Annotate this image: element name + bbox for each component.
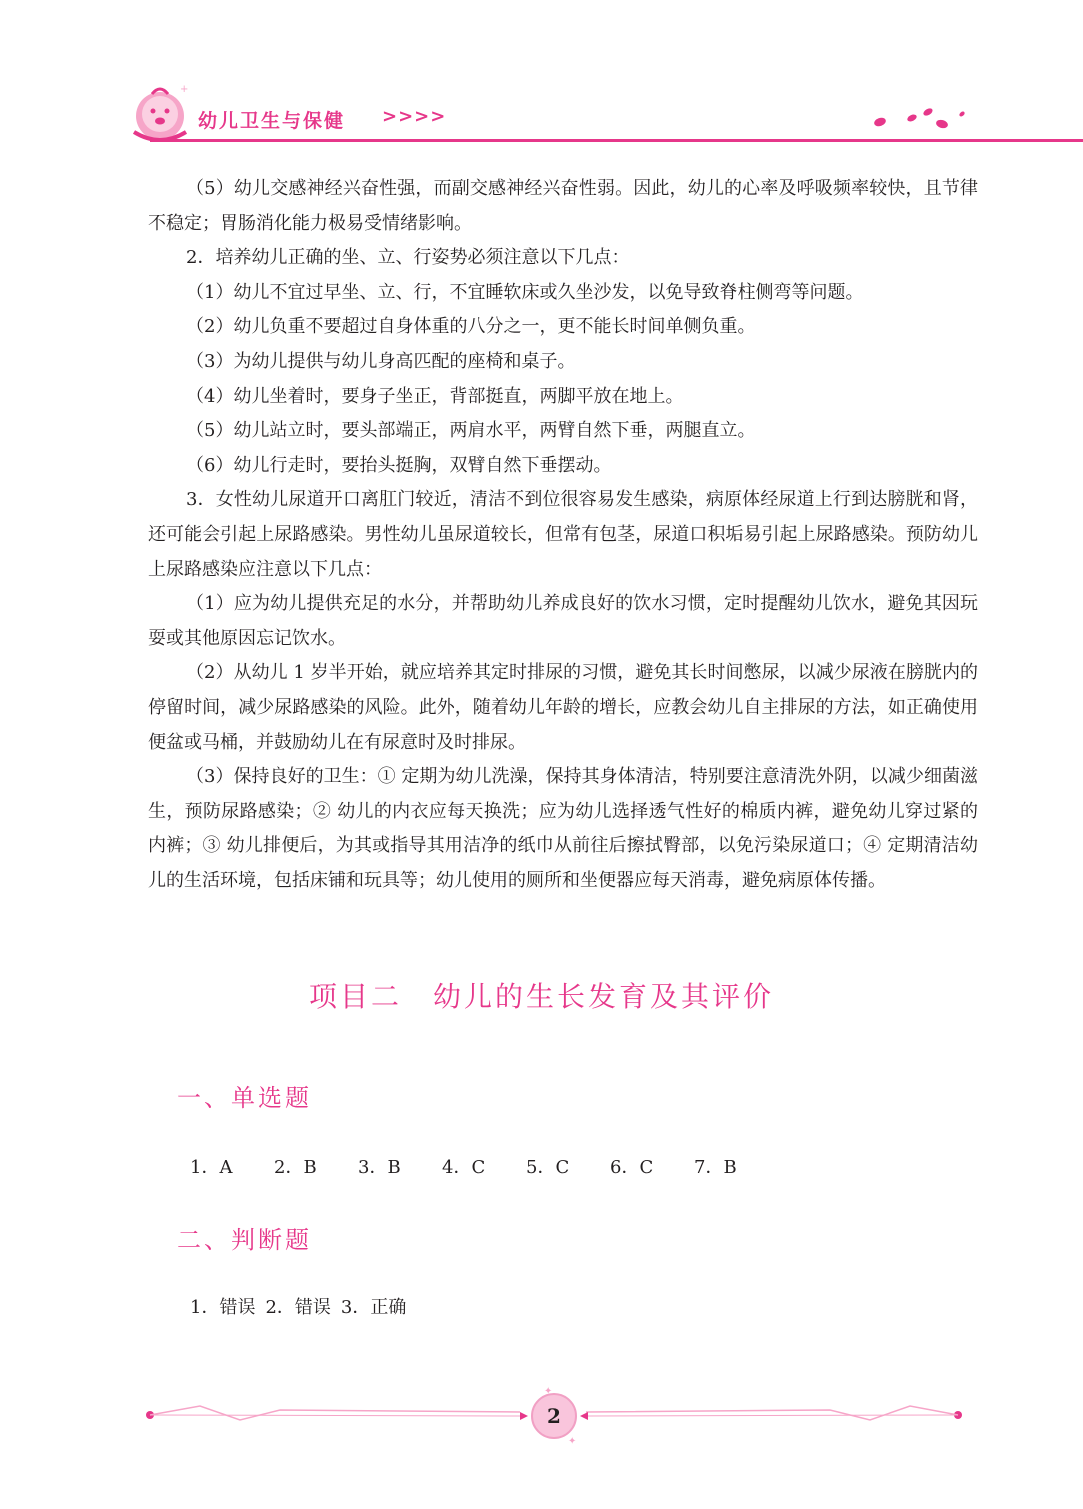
petals-icon [870, 104, 970, 134]
svg-text:✦: ✦ [568, 1436, 577, 1447]
page-number: 2 [547, 1404, 561, 1428]
answer-item: 2．错误 [265, 1297, 331, 1318]
book-title: 幼儿卫生与保健 [198, 110, 346, 132]
answer-item: 2．B [274, 1157, 317, 1178]
paragraph: 3．女性幼儿尿道开口离肛门较近，清洁不到位很容易发生感染，病原体经尿道上行到达膀胱和肾，还可能会引起上尿路感染。男性幼儿虽尿道较长，但常有包茎，尿道口积垢易引起上尿路感染。预防幼儿上尿路感染应注意以下几点： [148, 489, 978, 580]
chevrons-icon: >>>> [382, 106, 447, 127]
paragraph: （2）幼儿负重不要超过自身体重的八分之一，更不能长时间单侧负重。 [186, 316, 756, 338]
paragraph: （4）幼儿坐着时，要身子坐正，背部挺直，两脚平放在地上。 [186, 385, 684, 407]
paragraph: （3）保持良好的卫生：① 定期为幼儿洗澡，保持其身体清洁，特别要注意清洗外阴，以减少细菌滋生，预防尿路感染；② 幼儿的内衣应每天换洗；应为幼儿选择透气性好的棉质内裤，避免幼儿穿过紧的内裤；③ 幼儿排便后，为其或指导其用洁净的纸巾从前往后擦拭臀部，以免污染尿道口；④ 定期清洁幼儿的生活环境，包括床铺和玩具等；幼儿使用的厕所和坐便器应每天消毒，避免病原体传播。 [148, 766, 978, 891]
multiple-choice-heading: 一、单选题 [177, 1084, 312, 1112]
paragraph: （2）从幼儿 1 岁半开始，就应培养其定时排尿的习惯，避免其长时间憋尿，以减少尿液在膀胱内的停留时间，减少尿路感染的风险。此外，随着幼儿年龄的增长，应教会幼儿自主排尿的方法，如正确使用便盆或马桶，并鼓励幼儿在有尿意时及时排尿。 [148, 662, 978, 753]
true-false-heading: 二、判断题 [177, 1226, 312, 1254]
svg-text:✦: ✦ [544, 1386, 553, 1397]
svg-text:+: + [180, 84, 189, 95]
page-header [0, 0, 1083, 160]
baby-face-icon [128, 82, 194, 144]
header-rule [150, 139, 1083, 142]
answer-item: 7．B [694, 1157, 737, 1178]
paragraph: （5）幼儿站立时，要头部端正，两肩水平，两臂自然下垂，两腿直立。 [186, 420, 756, 442]
paragraph: （6）幼儿行走时，要抬头挺胸，双臂自然下垂摆动。 [186, 454, 612, 476]
answer-item: 6．C [610, 1157, 654, 1178]
paragraph: 2．培养幼儿正确的坐、立、行姿势必须注意以下几点： [186, 247, 630, 269]
multiple-choice-answers [190, 1153, 778, 1179]
answer-item: 1．错误 [190, 1297, 256, 1318]
paragraph: （1）应为幼儿提供充足的水分，并帮助幼儿养成良好的饮水习惯，定时提醒幼儿饮水，避免其因玩耍或其他原因忘记饮水。 [148, 593, 978, 649]
answer-item: 1．A [190, 1157, 233, 1178]
paragraph: （3）为幼儿提供与幼儿身高匹配的座椅和桌子。 [186, 350, 576, 372]
true-false-answers [190, 1293, 416, 1319]
answer-item: 5．C [526, 1157, 570, 1178]
section-title: 项目二 幼儿的生长发育及其评价 [308, 980, 774, 1013]
answer-item: 3．正确 [340, 1297, 407, 1318]
body-text [148, 172, 978, 898]
answer-item: 4．C [442, 1157, 486, 1178]
paragraph: （1）幼儿不宜过早坐、立、行，不宜睡软床或久坐沙发，以免导致脊柱侧弯等问题。 [186, 281, 864, 303]
answer-item: 3．B [358, 1157, 401, 1178]
paragraph: （5）幼儿交感神经兴奋性强，而副交感神经兴奋性弱。因此，幼儿的心率及呼吸频率较快，且节律不稳定；胃肠消化能力极易受情绪影响。 [148, 178, 978, 234]
